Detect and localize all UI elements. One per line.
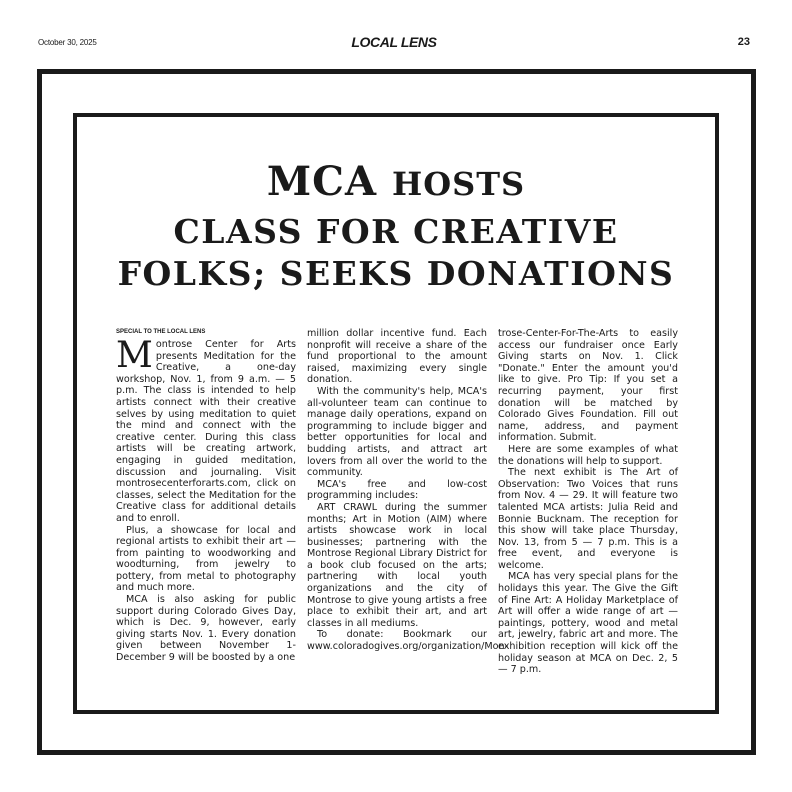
drop-cap: M	[116, 335, 153, 376]
article-column-1	[116, 328, 296, 664]
article-column-3	[498, 328, 678, 676]
paragraph: MCA has very special plans for the holidays this year. The Give the Gift of Fine Art: A Holiday Marketplace of Art will offer a wide range of art — paintings, pottery, wood and metal art, jewelry, fabric art and more. The exhibition reception will kick off the holiday season at MCA on Dec. 2, 5 — 7 p.m.	[498, 571, 678, 676]
paragraph: million dollar incentive fund. Each nonprofit will receive a share of the fund proportional to the amount raised, maximizing every single donation.	[307, 328, 487, 386]
paragraph: To donate: Bookmark our www.coloradogives.org/organization/Mon-	[307, 629, 509, 653]
paragraph: Montrose Center for Arts presents Meditation for the Creative, a one-day workshop, Nov. 1, from 9 a.m. — 5 p.m. The class is intended to help artists connect with their creative selves by using meditation to quiet the mind and connect with the creative center. During this class artists will be creating artwork, engaging in guided meditation, discussion and journaling. Visit montrosecenterforarts.com, click on classes, select the Meditation for the Creative class for additional details and to enroll.	[116, 335, 296, 524]
paragraph: With the community's help, MCA's all-volunteer team can continue to manage daily operations, expand on programming to include bigger and better opportunities for local and budding artists, and attract art lovers from all over the world to the community.	[307, 385, 487, 479]
headline-hosts: HOSTS	[391, 165, 526, 203]
article-column-2	[307, 328, 509, 653]
paragraph: Here are some examples of what the donations will help to support.	[498, 443, 678, 467]
article-body	[116, 328, 678, 676]
headline-line-1	[77, 155, 715, 211]
byline: SPECIAL TO THE LOCAL LENS	[116, 329, 206, 335]
article-headline	[77, 155, 715, 295]
headline-mca: MCA	[266, 158, 378, 205]
paragraph: ART CRAWL during the summer months; Art in Motion (AIM) where artists showcase work in local businesses; partnering with the Montrose Regional Library District for a book club focused on the arts; partnering with local youth organizations and the city of Montrose to give young artists a free place to exhibit their art, and art classes in all mediums.	[307, 501, 487, 629]
paragraph: trose-Center-For-The-Arts to easily access our fundraiser once Early Giving starts on Nov. 1. Click "Donate." Enter the amount you'd like to give. Pro Tip: If you set a recurring payment, your first donation will be matched by Colorado Gives Foundation. Fill out name, address, and payment information. Submit.	[498, 328, 678, 444]
paragraph: MCA is also asking for public support during Colorado Gives Day, which is Dec. 9, however, early giving starts Nov. 1. Every donation given between November 1-December 9 will be boosted by a one	[116, 594, 296, 664]
paragraph: Plus, a showcase for local and regional artists to exhibit their art — from painting to woodworking and woodturning, from jewelry to pottery, from metal to photography and much more.	[116, 524, 296, 594]
headline-line-2: CLASS FOR CREATIVE	[173, 212, 619, 251]
paragraph: The next exhibit is The Art of Observation: Two Voices that runs from Nov. 4 — 29. It will feature two talented MCA artists: Julia Reid and Bonnie Bucknam. The reception for this show will take place Thursday, Nov. 13, from 5 — 7 p.m. This is a free event, and everyone is welcome.	[498, 467, 678, 571]
page-folio	[38, 34, 750, 54]
page-number: 23	[737, 36, 750, 48]
headline-line-3: FOLKS; SEEKS DONATIONS	[117, 254, 675, 293]
section-title: LOCAL LENS	[351, 34, 437, 50]
issue-date: October 30, 2025	[38, 38, 97, 47]
paragraph: MCA's free and low-cost programming includes:	[307, 478, 487, 502]
